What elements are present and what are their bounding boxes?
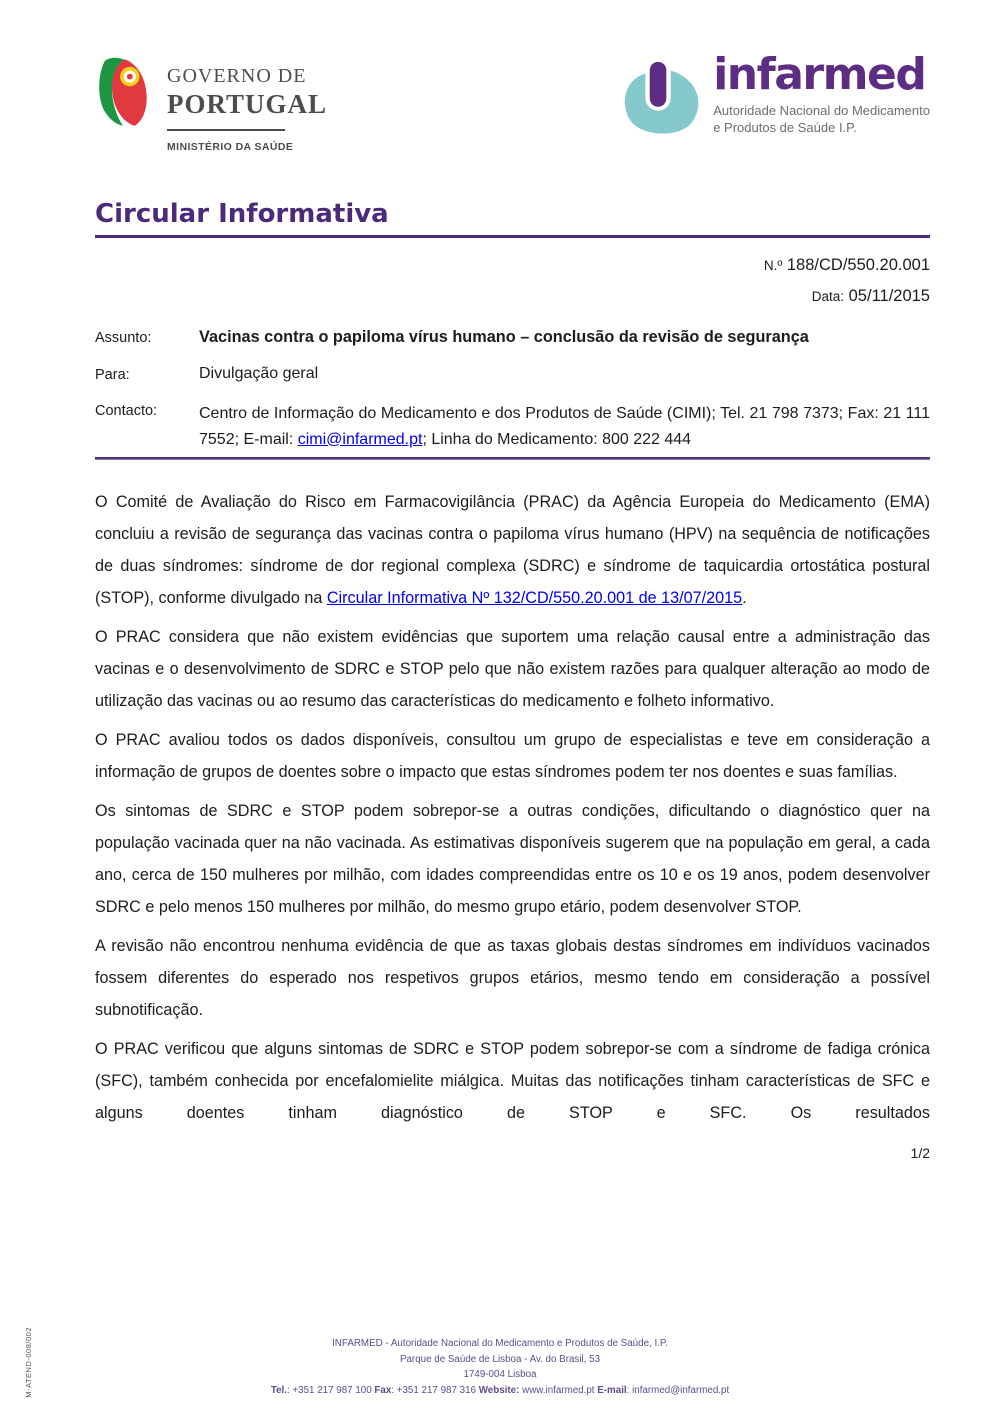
paragraph-1-post: . <box>742 589 747 607</box>
ministerio-saude-label: MINISTÉRIO DA SAÚDE <box>167 141 294 153</box>
document-number: N.º 188/CD/550.20.001 <box>763 256 930 274</box>
footer-tel-label: Tel. <box>270 1384 287 1396</box>
contacto-value <box>199 401 930 452</box>
assunto-value: Vacinas contra o papiloma vírus humano – conclusão da revisão de segurança <box>199 328 809 346</box>
infarmed-subtitle-line1: Autoridade Nacional do Medicamento <box>713 103 930 118</box>
infarmed-wordmark: infarmed <box>713 49 926 100</box>
paragraph-4: Os sintomas de SDRC e STOP podem sobrepor-se a outras condições, dificultando o diagnóstico quer na população vacinada quer na não vacinada. As estimativas disponíveis sugerem que na população em geral, a cada ano, cerca de 150 mulheres por milhão, com idades compreendidas entre os 10 e os 19 anos, podem desenvolver SDRC e pelo menos 150 mulheres por milhão, do mesmo grupo etário, podem desenvolver STOP. <box>95 802 930 916</box>
paragraph-1-pre: O Comité de Avaliação do Risco em Farmacovigilância (PRAC) da Agência Europeia do Medicamento (EMA) concluiu a revisão de segurança das vacinas contra o papiloma vírus humano (HPV) na sequência de notificações de duas síndromes: síndrome de dor regional complexa (SDRC) e síndrome de taquicardia ortostática postural (STOP), conforme divulgado na <box>95 493 930 607</box>
document-meta <box>95 250 930 312</box>
para-label: Para: <box>95 367 130 383</box>
governo-text-block <box>167 55 327 153</box>
info-section <box>95 328 930 452</box>
header <box>95 0 930 153</box>
body-text <box>95 486 930 1129</box>
footer-address-line: Parque de Saúde de Lisboa - Av. do Brasil, 53 <box>399 1353 601 1365</box>
contacto-email-link[interactable]: cimi@infarmed.pt <box>297 430 423 448</box>
para-row <box>95 365 930 383</box>
footer <box>0 1336 1000 1398</box>
contacto-label: Contacto: <box>95 403 158 419</box>
infarmed-subtitle-line2: e Produtos de Saúde I.P. <box>713 120 857 135</box>
paragraph-5: A revisão não encontrou nenhuma evidência de que as taxas globais destas síndromes em indivíduos vacinados fossem diferentes do esperado nos respetivos grupos etários, mesmo tendo em consideração a possível subnotificação. <box>95 937 930 1019</box>
document-template-code: M-ATEND-008/002 <box>24 1327 33 1398</box>
infarmed-text-block <box>713 49 930 136</box>
infarmed-mark-icon <box>619 55 701 144</box>
footer-email-value: : infarmed@infarmed.pt <box>626 1384 730 1396</box>
document-date: Data: 05/11/2015 <box>811 287 930 305</box>
footer-tel-value: : +351 217 987 100 <box>286 1384 375 1396</box>
footer-website-label: Website: <box>478 1384 520 1396</box>
paragraph-1 <box>95 486 930 614</box>
portugal-flag-emblem-icon <box>95 55 153 138</box>
footer-contacts-line <box>0 1383 1000 1399</box>
contacto-text-post: ; Linha do Medicamento: 800 222 444 <box>422 430 692 448</box>
governo-portugal-logo <box>95 55 327 153</box>
assunto-row <box>95 328 930 347</box>
paragraph-6: O PRAC verificou que alguns sintomas de SDRC e STOP podem sobrepor-se com a síndrome de fadiga crónica (SFC), também conhecida por encefalomielite miálgica. Muitas das notificações tinham características de SFC e alguns doentes tinham diagnóstico de STOP e SFC. Os resultados <box>95 1040 930 1122</box>
page-number: 1/2 <box>910 1145 930 1161</box>
infarmed-logo <box>619 49 930 144</box>
assunto-label: Assunto: <box>95 330 152 346</box>
infarmed-subtitle <box>713 102 930 136</box>
footer-fax-label: Fax <box>374 1384 392 1396</box>
para-value: Divulgação geral <box>199 365 319 382</box>
page-title: Circular Informativa <box>95 199 389 229</box>
paragraph-2: O PRAC considera que não existem evidências que suportem uma relação causal entre a administração das vacinas e o desenvolvimento de SDRC e STOP pelo que não existem razões para qualquer alteração ao modo de utilização das vacinas ou ao resumo das características do medicamento e folheto informativo. <box>95 628 930 710</box>
footer-website-value: www.infarmed.pt <box>519 1384 598 1396</box>
contacto-row <box>95 401 930 452</box>
footer-fax-value: : +351 217 987 316 <box>391 1384 479 1396</box>
title-underline <box>95 199 930 238</box>
gov-divider <box>167 129 285 131</box>
governo-de-label: GOVERNO DE <box>167 65 307 87</box>
portugal-label: PORTUGAL <box>167 89 328 119</box>
footer-org-line: INFARMED - Autoridade Nacional do Medicamento e Produtos de Saúde, I.P. <box>332 1338 668 1349</box>
footer-email-label: E-mail <box>597 1384 627 1396</box>
circular-informativa-link[interactable]: Circular Informativa Nº 132/CD/550.20.001 de 13/07/2015 <box>326 589 743 607</box>
section-divider <box>95 457 930 460</box>
footer-city-line: 1749-004 Lisboa <box>463 1369 537 1380</box>
paragraph-3: O PRAC avaliou todos os dados disponíveis, consultou um grupo de especialistas e teve em consideração a informação de grupos de doentes sobre o impacto que estas síndromes podem ter nos doentes e suas famílias. <box>95 731 930 781</box>
contacto-text-pre: Centro de Informação do Medicamento e dos Produtos de Saúde (CIMI); Tel. 21 798 7373; Fax: 21 111 7552; E-mail: <box>199 405 930 448</box>
